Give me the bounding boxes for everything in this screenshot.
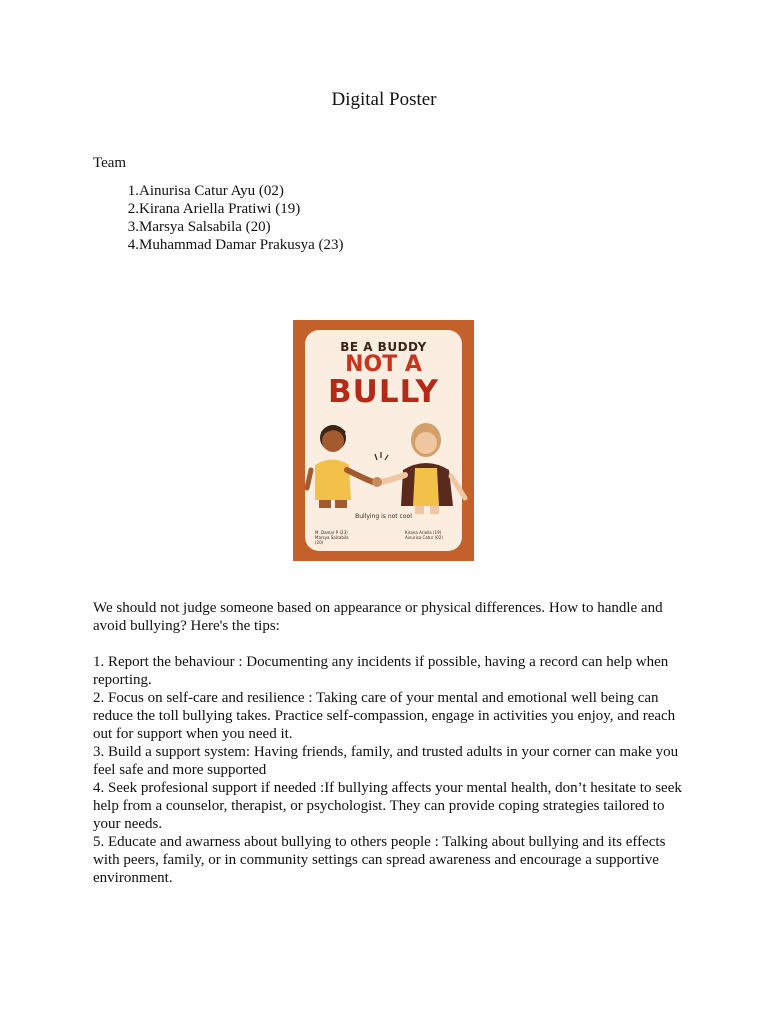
list-number: 4. <box>127 237 139 253</box>
list-number: 2. <box>127 201 139 217</box>
girl-figure <box>381 423 465 514</box>
team-member-name: Marsya Salsabila (20) <box>139 219 271 235</box>
team-member-name: Kirana Ariella Pratiwi (19) <box>139 201 301 217</box>
team-member-name: Ainurisa Catur Ayu (02) <box>139 183 284 199</box>
list-item <box>93 200 344 218</box>
tip-item: 5. Educate and awarness about bullying to others people : Talking about bullying and its effects with peers, family, or in community settings can spread awareness and encourage a supportive environment. <box>93 834 666 886</box>
credit-line: M. Damar P (23) <box>315 530 348 535</box>
poster-caption: Bullying is not cool <box>355 513 412 520</box>
boy-figure <box>307 425 373 508</box>
sparkle-icon <box>375 452 388 460</box>
list-item <box>93 218 344 236</box>
credit-line: Kirana Ariella (19) <box>405 530 442 535</box>
tip-item: 1. Report the behaviour : Documenting any incidents if possible, having a record can help when reporting. <box>93 654 669 688</box>
team-heading: Team <box>93 155 127 171</box>
poster-line-1: BE A BUDDY <box>340 340 427 354</box>
list-number: 1. <box>127 183 139 199</box>
page-title: Digital Poster <box>331 89 437 110</box>
tip-item: 3. Build a support system: Having friends, family, and trusted adults in your corner can make you feel safe and more supported <box>93 744 679 778</box>
poster-credits-left <box>315 530 349 545</box>
poster-line-2: NOT A <box>345 352 422 377</box>
list-number: 3. <box>127 219 139 235</box>
tip-item: 4. Seek profesional support if needed :If bullying affects your mental health, don’t hesitate to seek help from a counselor, therapist, or psychologist. They can provide coping strategies tailored to your needs. <box>93 780 682 832</box>
tip-item: 2. Focus on self-care and resilience : Taking care of your mental and emotional well being can reduce the toll bullying takes. Practice self-compassion, engage in activities you enjoy, and reach out for support when you need it. <box>93 690 676 742</box>
credit-line: (20) <box>315 540 324 545</box>
poster-credits-right <box>405 530 443 540</box>
credit-line: Marsya Salsabila <box>315 535 349 540</box>
list-item <box>93 236 344 254</box>
team-list <box>93 182 344 254</box>
team-member-name: Muhammad Damar Prakusya (23) <box>139 237 344 253</box>
list-item <box>93 182 344 200</box>
intro-paragraph: We should not judge someone based on appearance or physical differences. How to handle and avoid bullying? Here's the tips: <box>93 600 663 634</box>
handshake-hands <box>372 477 382 487</box>
credit-line: Ainurisa Catur (02) <box>405 535 443 540</box>
tips-section <box>93 653 683 887</box>
poster-line-3: BULLY <box>328 374 439 410</box>
